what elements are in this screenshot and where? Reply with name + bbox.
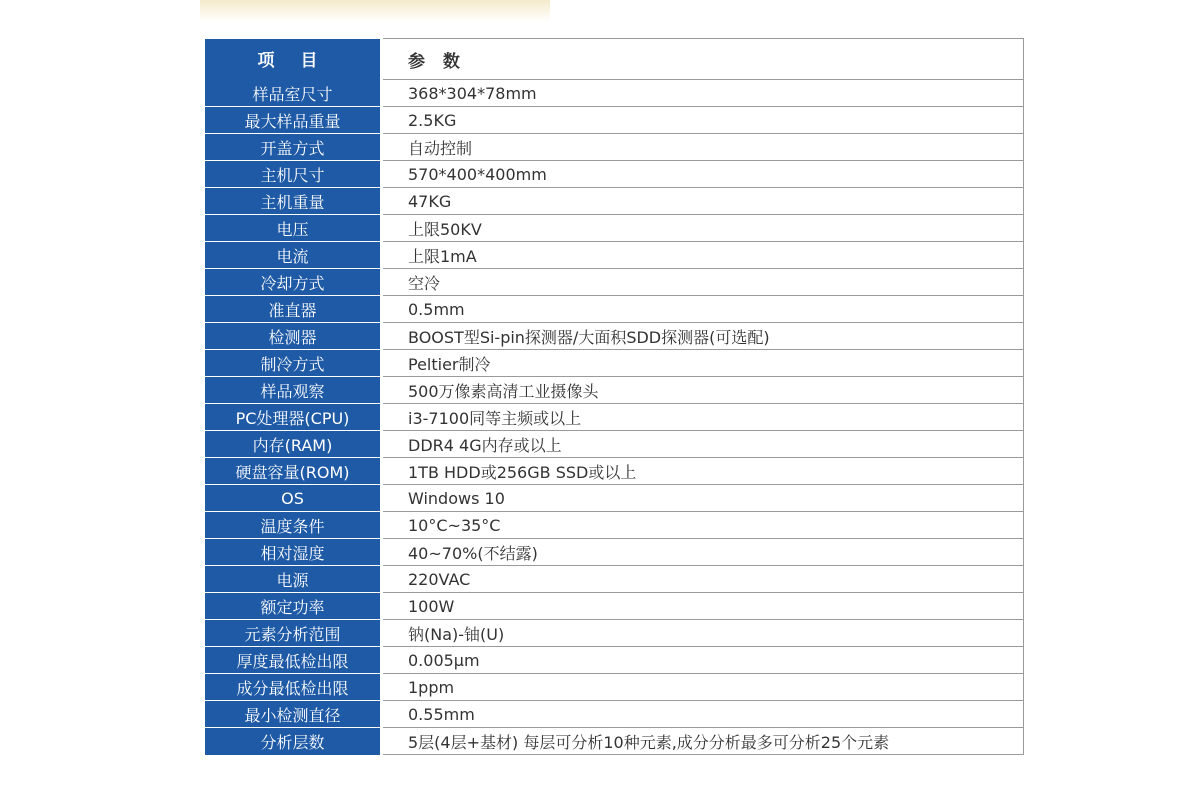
spec-label: 样品观察 (205, 377, 380, 404)
table-row (205, 566, 1023, 593)
table-row (205, 107, 1023, 134)
table-row (205, 296, 1023, 323)
table-row (205, 512, 1023, 539)
spec-label: 最小检测直径 (205, 701, 380, 728)
spec-value: 2.5KG (383, 107, 1023, 134)
spec-value: 368*304*78mm (383, 80, 1023, 107)
spec-value: 570*400*400mm (383, 161, 1023, 188)
spec-value: 0.55mm (383, 701, 1023, 728)
spec-value: 自动控制 (383, 134, 1023, 161)
spec-label: 电源 (205, 566, 380, 593)
spec-table (205, 38, 1024, 755)
table-header-row (205, 39, 1023, 80)
header-param: 参 数 (383, 39, 1023, 80)
spec-label: 开盖方式 (205, 134, 380, 161)
spec-value: 47KG (383, 188, 1023, 215)
table-row (205, 215, 1023, 242)
table-row (205, 728, 1023, 755)
table-row (205, 593, 1023, 620)
table-row (205, 188, 1023, 215)
table-row (205, 647, 1023, 674)
spec-value: 40~70%(不结露) (383, 539, 1023, 566)
spec-value: 1ppm (383, 674, 1023, 701)
spec-value: 0.5mm (383, 296, 1023, 323)
table-row (205, 377, 1023, 404)
spec-value: DDR4 4G内存或以上 (383, 431, 1023, 458)
spec-value: 上限1mA (383, 242, 1023, 269)
spec-value: Windows 10 (383, 485, 1023, 512)
table-row (205, 701, 1023, 728)
spec-label: 冷却方式 (205, 269, 380, 296)
spec-label: 分析层数 (205, 728, 380, 755)
table-row (205, 242, 1023, 269)
table-row (205, 350, 1023, 377)
spec-label: 电流 (205, 242, 380, 269)
spec-value: 0.005μm (383, 647, 1023, 674)
spec-label: 内存(RAM) (205, 431, 380, 458)
spec-value: 5层(4层+基材) 每层可分析10种元素,成分分析最多可分析25个元素 (383, 728, 1023, 755)
spec-label: 成分最低检出限 (205, 674, 380, 701)
spec-label: 电压 (205, 215, 380, 242)
table-row (205, 80, 1023, 107)
spec-label: 制冷方式 (205, 350, 380, 377)
table-row (205, 323, 1023, 350)
spec-value: 220VAC (383, 566, 1023, 593)
table-row (205, 674, 1023, 701)
table-row (205, 404, 1023, 431)
table-row (205, 134, 1023, 161)
header-item: 项 目 (205, 39, 380, 80)
spec-label: 检测器 (205, 323, 380, 350)
spec-label: 相对湿度 (205, 539, 380, 566)
spec-value: 10°C~35°C (383, 512, 1023, 539)
table-row (205, 431, 1023, 458)
table-row (205, 458, 1023, 485)
spec-label: 温度条件 (205, 512, 380, 539)
table-row (205, 485, 1023, 512)
spec-value: 上限50KV (383, 215, 1023, 242)
spec-value: 钠(Na)-铀(U) (383, 620, 1023, 647)
spec-label: 硬盘容量(ROM) (205, 458, 380, 485)
table-row (205, 620, 1023, 647)
spec-value: Peltier制冷 (383, 350, 1023, 377)
spec-label: 准直器 (205, 296, 380, 323)
spec-label: 样品室尺寸 (205, 80, 380, 107)
table-row (205, 539, 1023, 566)
spec-label: 元素分析范围 (205, 620, 380, 647)
spec-label: 主机重量 (205, 188, 380, 215)
table-row (205, 161, 1023, 188)
spec-label: 主机尺寸 (205, 161, 380, 188)
spec-label: PC处理器(CPU) (205, 404, 380, 431)
spec-label: 厚度最低检出限 (205, 647, 380, 674)
spec-label: 额定功率 (205, 593, 380, 620)
spec-value: 空冷 (383, 269, 1023, 296)
table-row (205, 269, 1023, 296)
spec-value: BOOST型Si-pin探测器/大面积SDD探测器(可选配) (383, 323, 1023, 350)
spec-value: 1TB HDD或256GB SSD或以上 (383, 458, 1023, 485)
spec-label: 最大样品重量 (205, 107, 380, 134)
spec-body (205, 80, 1023, 755)
spec-value: 100W (383, 593, 1023, 620)
spec-value: 500万像素高清工业摄像头 (383, 377, 1023, 404)
spec-value: i3-7100同等主频或以上 (383, 404, 1023, 431)
spec-label: OS (205, 485, 380, 512)
top-decoration (200, 0, 550, 22)
